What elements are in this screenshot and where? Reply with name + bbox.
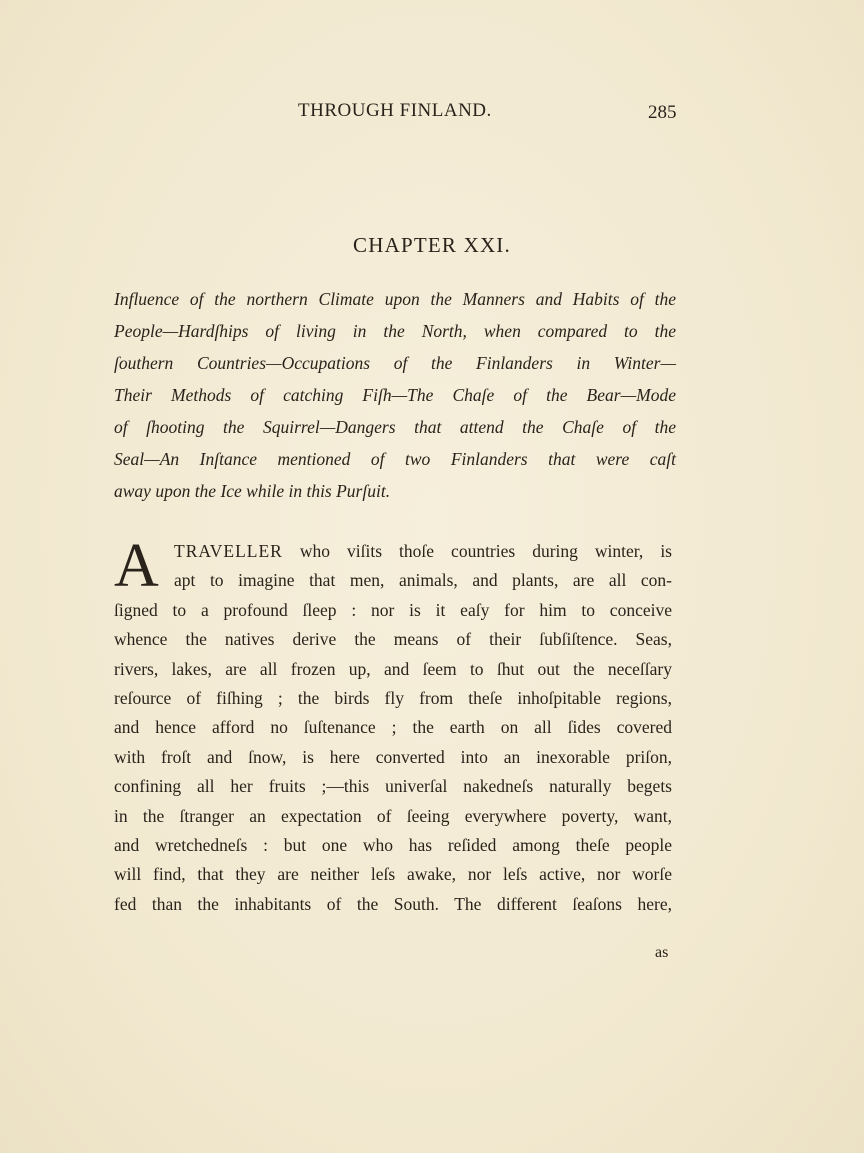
chapter-heading: CHAPTER XXI. bbox=[353, 233, 511, 257]
body-line: fed than the inhabitants of the South. The different ſeaſons here, bbox=[114, 893, 672, 914]
summary-line: Their Methods of catching Fiſh—The Chaſe of the Bear—Mode bbox=[114, 385, 676, 405]
summary-line: Seal—An Inſtance mentioned of two Finlanders that were caſt bbox=[114, 449, 676, 469]
body-line: and wretchedneſs : but one who has reſided among theſe people bbox=[114, 834, 672, 855]
page-number: 285 bbox=[648, 102, 677, 123]
summary-line: ſouthern Countries—Occupations of the Finlanders in Winter— bbox=[114, 353, 676, 373]
summary-line: of ſhooting the Squirrel—Dangers that attend the Chaſe of the bbox=[114, 417, 676, 437]
body-line: and hence afford no ſuſtenance ; the earth on all ſides covered bbox=[114, 717, 672, 738]
body-line: with froſt and ſnow, is here converted into an inexorable priſon, bbox=[114, 746, 672, 767]
running-title: THROUGH FINLAND. bbox=[298, 100, 492, 121]
catchword: as bbox=[655, 944, 669, 961]
body-text bbox=[114, 532, 672, 919]
body-line: in the ſtranger an expectation of ſeeing everywhere poverty, want, bbox=[114, 805, 672, 826]
body-line: whence the natives derive the means of their ſubſiſtence. Seas, bbox=[114, 629, 672, 650]
summary-line: away upon the Ice while in this Purſuit. bbox=[114, 481, 391, 501]
body-line: rivers, lakes, are all frozen up, and ſeem to ſhut out the neceſſary bbox=[114, 658, 672, 679]
body-line-first bbox=[114, 537, 672, 566]
summary-line: Influence of the northern Climate upon the Manners and Habits of the bbox=[114, 289, 676, 309]
body-line: reſource of fiſhing ; the birds fly from theſe inhoſpitable regions, bbox=[114, 687, 672, 708]
drop-cap: A bbox=[114, 532, 159, 600]
summary-line: People—Hardſhips of living in the North, when compared to the bbox=[114, 321, 676, 341]
first-line-rest: who viſits thoſe countries during winter, is bbox=[282, 541, 672, 561]
running-head bbox=[0, 100, 864, 130]
body-line: apt to imagine that men, animals, and plants, are all con- bbox=[174, 570, 672, 591]
body-line: ſigned to a profound ſleep : nor is it eaſy for him to conceive bbox=[114, 599, 672, 620]
chapter-summary bbox=[114, 283, 676, 507]
first-word: TRAVELLER bbox=[174, 541, 283, 561]
body-line: confining all her fruits ;—this univerſal nakedneſs naturally begets bbox=[114, 776, 672, 797]
body-line: will find, that they are neither leſs awake, nor leſs active, nor worſe bbox=[114, 864, 672, 885]
